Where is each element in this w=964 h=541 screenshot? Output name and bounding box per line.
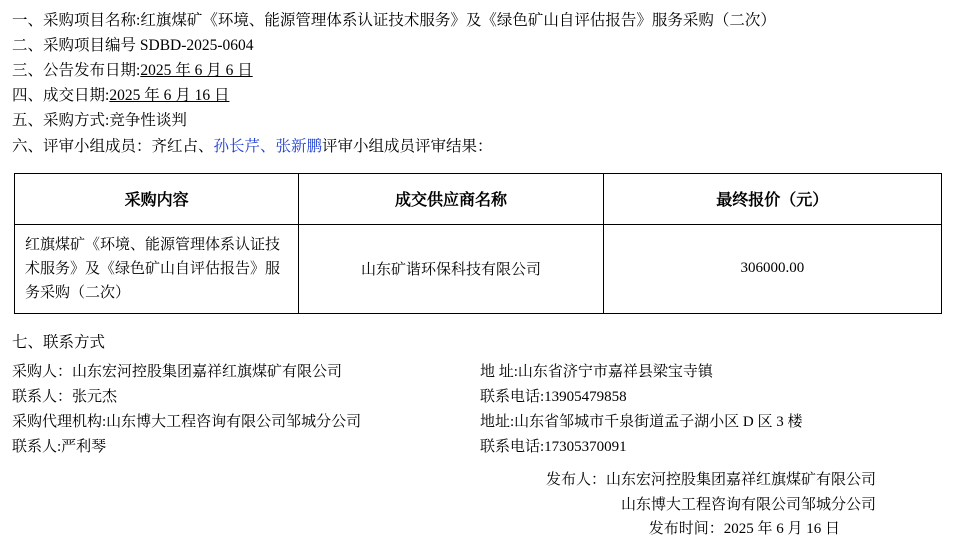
contact-row xyxy=(12,435,952,460)
cell-price: 306000.00 xyxy=(603,224,941,313)
project-number-value: SDBD-2025-0604 xyxy=(139,37,254,55)
contact-row xyxy=(12,385,952,410)
footer-publisher-2: 山东博大工程咨询有限公司邹城分公司 xyxy=(620,496,876,513)
footer-block xyxy=(12,468,952,541)
table-header-row xyxy=(15,173,942,224)
contact-row xyxy=(12,360,952,385)
contact-person: 联系人：张元杰 xyxy=(12,388,118,405)
footer-time-line xyxy=(12,517,876,541)
purchase-method-label: 五、采购方式: xyxy=(12,112,110,130)
footer-time-value: 2025 年 6 月 16 日 xyxy=(723,521,840,537)
deal-date-value: 2025 年 6 月 16 日 xyxy=(109,87,230,105)
contact-block xyxy=(12,360,952,461)
agency-person: 联系人:严利琴 xyxy=(12,439,107,456)
result-table xyxy=(14,173,942,314)
project-number-line xyxy=(12,33,952,58)
agency-name: 采购代理机构:山东博大工程咨询有限公司邹城分公司 xyxy=(12,414,362,431)
agency-address: 地址:山东省邹城市千泉街道孟子湖小区 D 区 3 楼 xyxy=(480,414,803,431)
cell-content: 红旗煤矿《环境、能源管理体系认证技术服务》及《绿色矿山自评估报告》服务采购（二次） xyxy=(15,224,299,313)
contact-phone: 联系电话:13905479858 xyxy=(480,388,627,405)
review-group-label: 六、评审小组成员： xyxy=(12,137,152,155)
project-name-label: 一、采购项目名称: xyxy=(12,12,141,29)
column-header-price: 最终报价（元） xyxy=(603,173,941,224)
contact-row xyxy=(12,410,952,435)
table-row xyxy=(15,224,942,313)
review-members-highlighted: 孙长芹、张新鹏 xyxy=(213,137,323,155)
purchase-method-value: 竞争性谈判 xyxy=(109,112,187,130)
review-group-line xyxy=(12,134,952,159)
review-member-plain: 齐红占、 xyxy=(151,137,214,155)
deal-date-label: 四、成交日期: xyxy=(12,87,110,105)
project-name-value: 红旗煤矿《环境、能源管理体系认证技术服务》及《绿色矿山自评估报告》服务采购（二次） xyxy=(140,12,776,29)
column-header-content: 采购内容 xyxy=(15,173,299,224)
footer-publisher-line-2 xyxy=(12,493,876,517)
contact-address: 地 址:山东省济宁市嘉祥县梁宝寺镇 xyxy=(480,363,713,380)
project-name-line xyxy=(12,8,952,33)
footer-time-label: 发布时间： xyxy=(648,521,724,537)
footer-publisher-line-1 xyxy=(12,468,876,492)
column-header-supplier: 成交供应商名称 xyxy=(299,173,603,224)
contact-section-title: 七、联系方式 xyxy=(12,333,106,351)
footer-publisher-1: 山东宏河控股集团嘉祥红旗煤矿有限公司 xyxy=(605,472,876,489)
announce-date-line xyxy=(12,58,952,83)
announce-date-label: 三、公告发布日期: xyxy=(12,62,141,80)
purchase-method-line xyxy=(12,108,952,133)
project-number-label: 二、采购项目编号 xyxy=(12,37,137,55)
cell-supplier: 山东矿谐环保科技有限公司 xyxy=(299,224,603,313)
footer-publisher-label: 发布人： xyxy=(545,472,606,489)
announce-date-value: 2025 年 6 月 6 日 xyxy=(140,62,253,80)
agency-phone: 联系电话:17305370091 xyxy=(480,439,627,456)
contact-purchaser: 采购人：山东宏河控股集团嘉祥红旗煤矿有限公司 xyxy=(12,363,343,380)
deal-date-line xyxy=(12,83,952,108)
review-group-tail: 评审小组成员评审结果： xyxy=(322,137,493,155)
